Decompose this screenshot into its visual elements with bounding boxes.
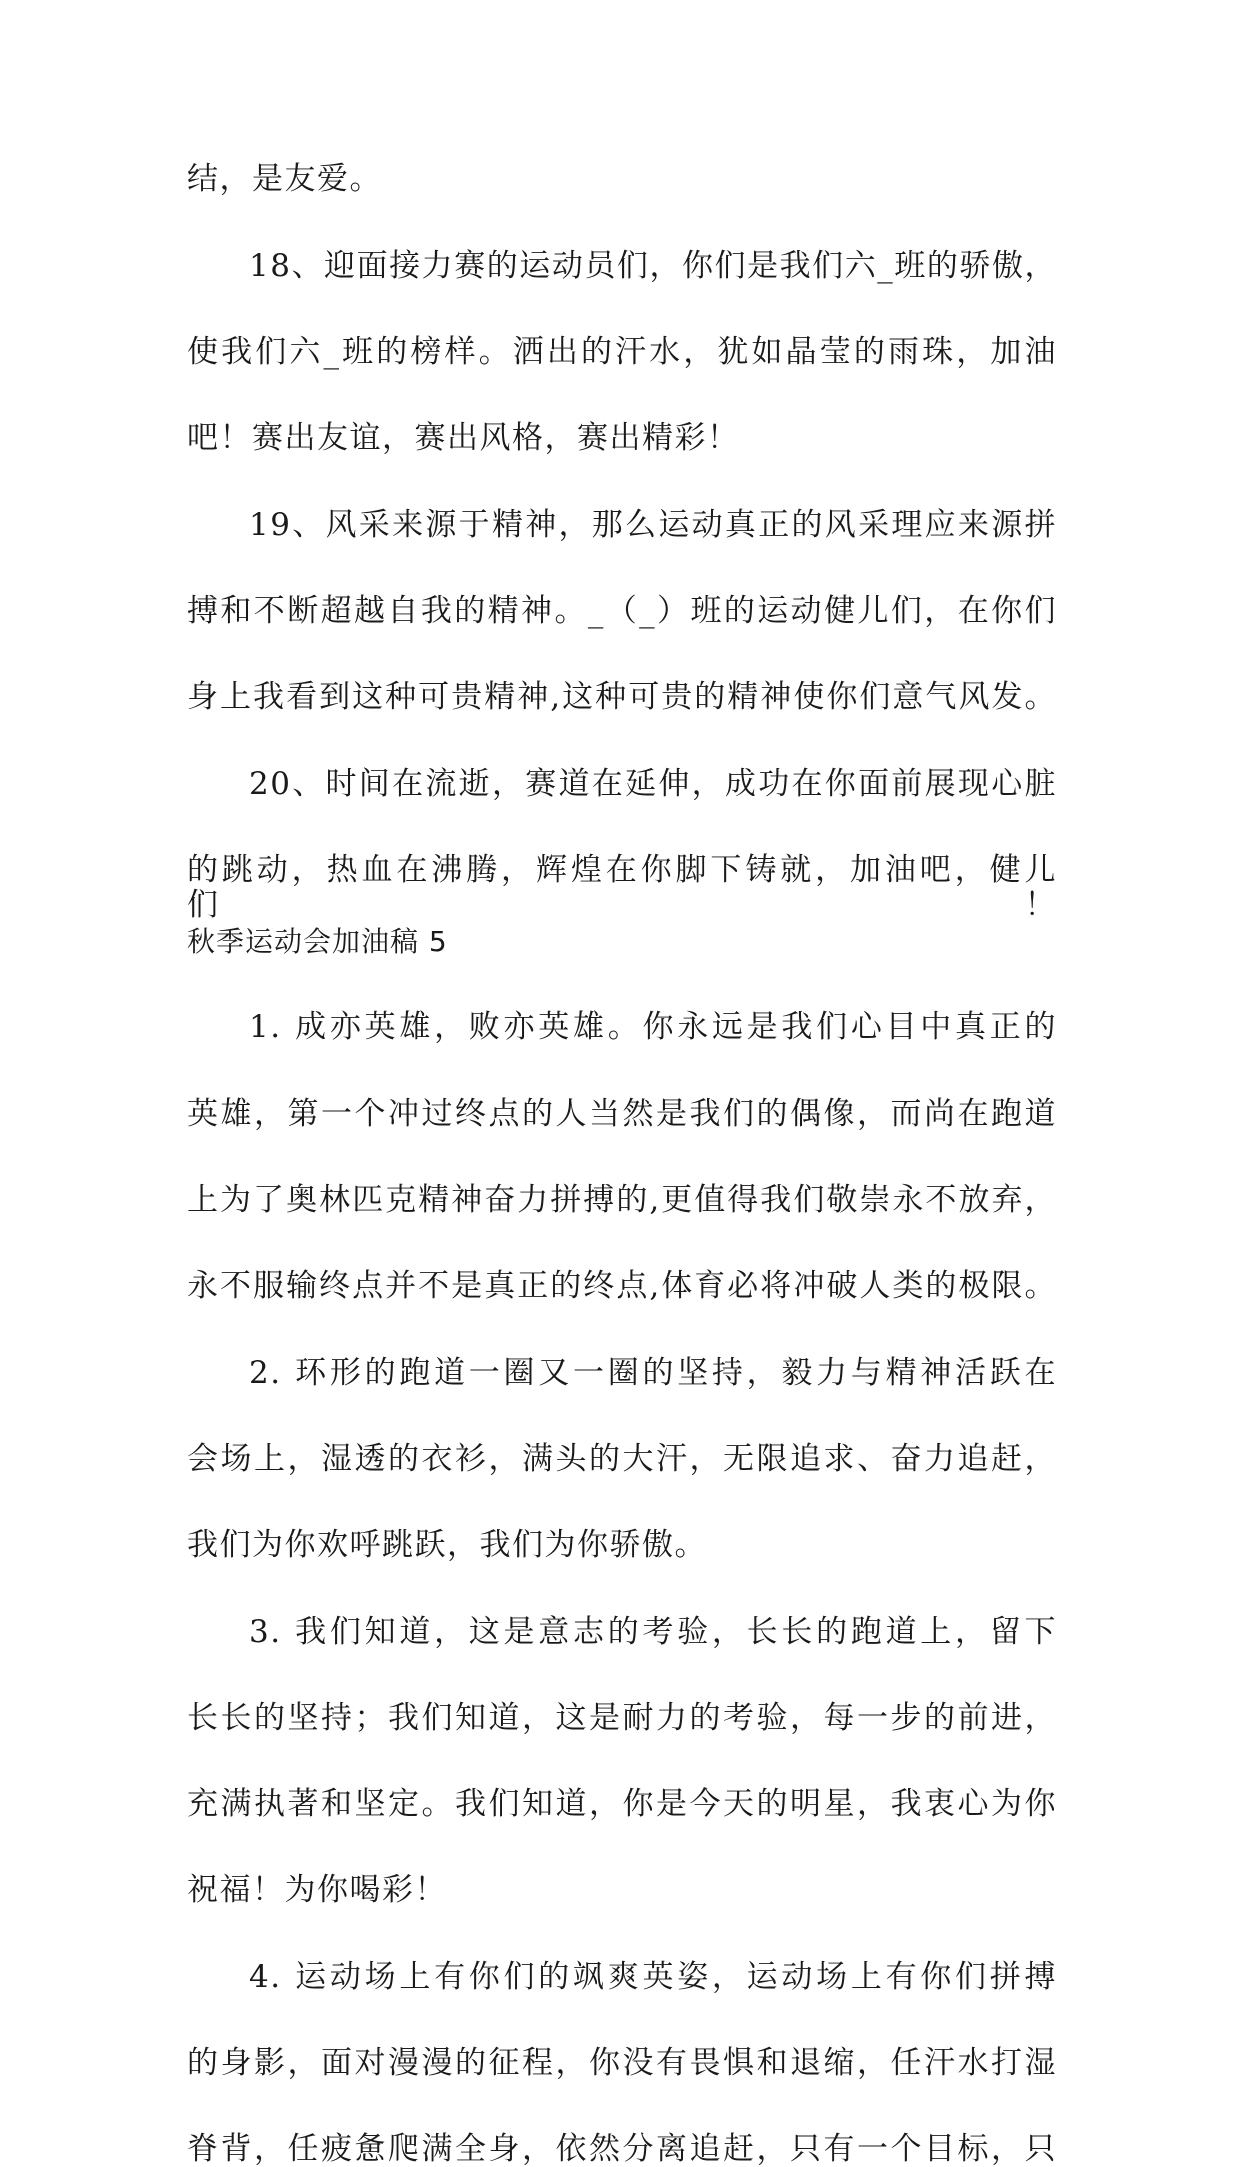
line-spacer (187, 2081, 1057, 2132)
text-line: 20、时间在流逝，赛道在延伸，成功在你面前展现心脏 (249, 766, 1057, 802)
text-line: 身上我看到这种可贵精神,这种可贵的精神使你们意气风发。 (187, 679, 1057, 715)
line-spacer (187, 197, 1057, 249)
text-line: 充满执著和坚定。我们知道，你是今天的明星，我衷心为你 (187, 1786, 1057, 1822)
section-heading: 秋季运动会加油稿 5 (187, 925, 448, 958)
line-spacer (187, 1132, 1057, 1183)
line-spacer (187, 1477, 1057, 1528)
line-spacer (187, 1736, 1057, 1787)
line-spacer (187, 715, 1057, 767)
line-spacer (187, 1218, 1057, 1269)
text-line: 2. 环形的跑道一圈又一圈的坚持，毅力与精神活跃在 (249, 1355, 1057, 1391)
text-line: 19、风采来源于精神，那么运动真正的风采理应来源拼 (249, 507, 1057, 543)
text-line: 祝福！为你喝彩！ (187, 1872, 447, 1908)
text-line: 脊背，任疲惫爬满全身，依然分离追赶，只有一个目标，只 (187, 2131, 1057, 2167)
text-line: 我们为你欢呼跳跃，我们为你骄傲。 (187, 1527, 707, 1563)
text-line: 会场上，湿透的衣衫，满头的大汗，无限追求、奋力追赶， (187, 1441, 1057, 1477)
text-line: 3. 我们知道，这是意志的考验，长长的跑道上，留下 (249, 1614, 1057, 1650)
text-line: 吧！赛出友谊，赛出风格，赛出精彩！ (187, 420, 740, 456)
line-spacer (187, 1650, 1057, 1701)
text-line: 4. 运动场上有你们的飒爽英姿，运动场上有你们拼搏 (249, 1959, 1057, 1995)
line-spacer (187, 543, 1057, 594)
text-line: 的跳动，热血在沸腾，辉煌在你脚下铸就，加油吧，健儿们！ (187, 852, 1057, 923)
line-spacer (187, 1563, 1057, 1615)
text-line: 1. 成亦英雄，败亦英雄。你永远是我们心目中真正的 (249, 1009, 1057, 1045)
line-spacer (187, 456, 1057, 508)
text-line: 使我们六_班的榜样。洒出的汗水，犹如晶莹的雨珠，加油 (187, 334, 1057, 370)
text-line: 搏和不断超越自我的精神。_（_）班的运动健儿们，在你们 (187, 593, 1057, 629)
line-spacer (187, 1304, 1057, 1356)
line-spacer (187, 1391, 1057, 1442)
line-spacer (187, 1908, 1057, 1960)
text-line: 的身影，面对漫漫的征程，你没有畏惧和退缩，任汗水打湿 (187, 2045, 1057, 2081)
line-spacer (187, 802, 1057, 853)
line-spacer (187, 1045, 1057, 1097)
line-spacer (187, 629, 1057, 680)
line-spacer (187, 1822, 1057, 1873)
text-line: 结，是友爱。 (187, 161, 382, 197)
text-line: 长长的坚持；我们知道，这是耐力的考验，每一步的前进， (187, 1700, 1057, 1736)
text-line: 英雄，第一个冲过终点的人当然是我们的偶像，而尚在跑道 (187, 1096, 1057, 1132)
text-line: 永不服输终点并不是真正的终点,体育必将冲破人类的极限。 (187, 1268, 1057, 1304)
document-body (187, 162, 1057, 2167)
line-spacer (187, 284, 1057, 335)
line-spacer (187, 370, 1057, 421)
line-spacer (187, 959, 1057, 1010)
text-line: 上为了奥林匹克精神奋力拼搏的,更值得我们敬崇永不放弃， (187, 1182, 1057, 1218)
line-spacer (187, 1995, 1057, 2046)
text-line: 18、迎面接力赛的运动员们，你们是我们六_班的骄傲， (249, 248, 1057, 284)
